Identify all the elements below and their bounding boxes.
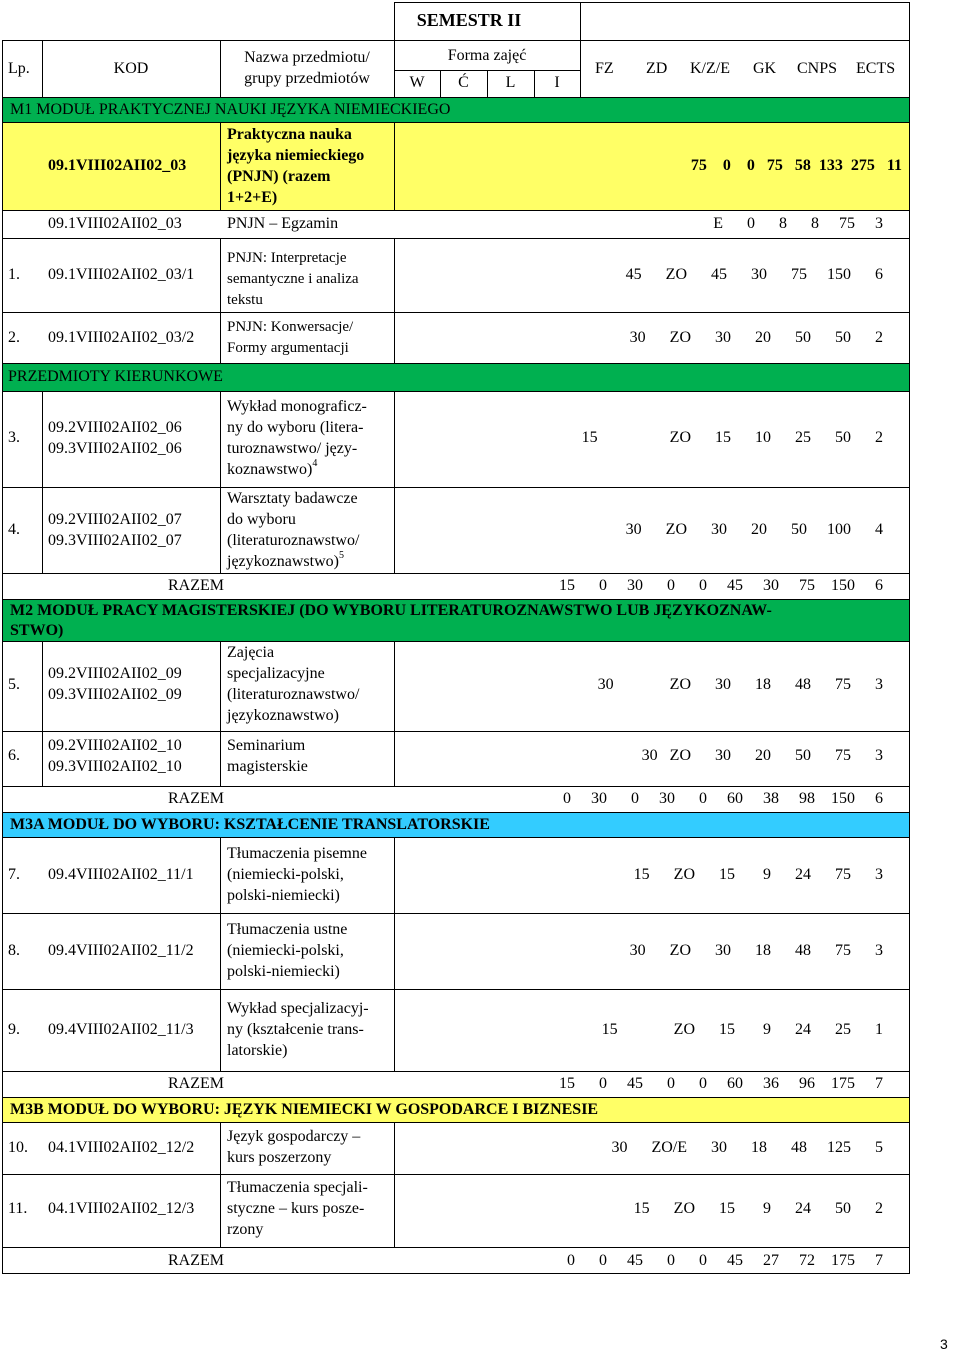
header-i: I — [554, 74, 560, 91]
m1-exam-code: 09.1VIII02AII02_03 — [48, 215, 182, 232]
m1-title: M1 MODUŁ PRAKTYCZNEJ NAUKI JĘZYKA NIEMIECKIEGO — [10, 101, 451, 118]
row-8-name-3: polski-niemiecki) — [227, 963, 340, 980]
row-2-code: 09.1VIII02AII02_03/2 — [48, 329, 195, 346]
row-9-lp: 9. — [8, 1021, 20, 1038]
row-10-lp: 10. — [8, 1139, 28, 1156]
header-kze: K/Z/E — [690, 60, 730, 77]
row-7-lp: 7. — [8, 866, 20, 883]
row-3-name-4-text: koznawstwo) — [227, 461, 313, 478]
header-kod: KOD — [113, 60, 149, 77]
header-lp: Lp. — [8, 60, 30, 77]
m1-exam-name: PNJN – Egzamin — [227, 215, 339, 232]
row-4-values: 30 ZO 30 20 50 100 4 — [625, 521, 883, 538]
header-w: W — [409, 74, 425, 91]
row-5-values: 30 ZO 30 18 48 75 3 — [597, 676, 883, 693]
row-11-name-2: styczne – kurs posze- — [227, 1200, 365, 1217]
m1-name-1: Praktyczna nauka — [227, 126, 352, 143]
m1-name-4: 1+2+E) — [227, 189, 278, 206]
row-7-name-2: (niemiecki-polski, — [227, 866, 344, 883]
row-4-name-4 — [227, 549, 344, 572]
m3a-razem-label: RAZEM — [168, 1075, 224, 1092]
row-4-name-3: (literaturoznawstwo/ — [227, 532, 360, 549]
row-7-code: 09.4VIII02AII02_11/1 — [48, 866, 194, 883]
header-forma: Forma zajęć — [447, 47, 527, 64]
row-3-name-1: Wykład monograficz- — [227, 398, 367, 415]
header-cnps: CNPS — [797, 60, 838, 77]
row-9-code: 09.4VIII02AII02_11/3 — [48, 1021, 194, 1038]
m1-name-2: języka niemieckiego — [227, 147, 365, 164]
row-4-name-4-text: językoznawstwo) — [227, 553, 339, 570]
row-3-lp: 3. — [8, 429, 20, 446]
m1-code: 09.1VIII02AII02_03 — [48, 157, 187, 174]
header-l: L — [505, 74, 516, 91]
m1-exam-values: E 0 8 8 75 3 — [713, 215, 883, 232]
row-7-name-3: polski-niemiecki) — [227, 887, 340, 904]
header-fz: FZ — [595, 60, 614, 77]
row-3-code-1: 09.2VIII02AII02_06 — [48, 419, 182, 436]
row-9-name-3: latorskie) — [227, 1042, 288, 1059]
row-10-code: 04.1VIII02AII02_12/2 — [48, 1139, 195, 1156]
header-zd: ZD — [646, 60, 668, 77]
kierunkowe-title: PRZEDMIOTY KIERUNKOWE — [8, 368, 223, 385]
row-3-footnote: 4 — [312, 457, 318, 469]
row-8-name-1: Tłumaczenia ustne — [227, 921, 348, 938]
row-1-code: 09.1VIII02AII02_03/1 — [48, 266, 195, 283]
row-11-code: 04.1VIII02AII02_12/3 — [48, 1200, 195, 1217]
row-11-lp: 11. — [8, 1200, 28, 1217]
row-3-name-2: ny do wyboru (litera- — [227, 419, 364, 436]
m3b-razem-label: RAZEM — [168, 1252, 224, 1269]
row-4-footnote: 5 — [338, 549, 344, 561]
row-6-values: 30 ZO 30 20 50 75 3 — [641, 747, 883, 764]
row-1-name-3: tekstu — [227, 292, 263, 308]
row-1-lp: 1. — [8, 266, 20, 283]
row-6-name-1: Seminarium — [227, 737, 306, 754]
row-5-lp: 5. — [8, 676, 20, 693]
row-9-name-2: ny (kształcenie trans- — [227, 1021, 364, 1038]
row-3-code-2: 09.3VIII02AII02_06 — [48, 440, 182, 457]
row-8-values: 30 ZO 30 18 48 75 3 — [629, 942, 883, 959]
row-11-name-3: rzony — [227, 1221, 264, 1238]
m1-razem-label: RAZEM — [168, 577, 224, 594]
row-6-lp: 6. — [8, 747, 20, 764]
header-c: Ć — [458, 74, 469, 91]
row-2-lp: 2. — [8, 329, 20, 346]
row-8-code: 09.4VIII02AII02_11/2 — [48, 942, 194, 959]
row-4-code-2: 09.3VIII02AII02_07 — [48, 532, 182, 549]
row-9-values: 15 ZO 15 9 24 25 1 — [601, 1021, 883, 1038]
row-4-lp: 4. — [8, 521, 20, 538]
row-5-name-1: Zajęcia — [227, 644, 275, 661]
m3b-title: M3B MODUŁ DO WYBORU: JĘZYK NIEMIECKI W GOSPODARCE I BIZNESIE — [10, 1101, 599, 1118]
row-10-values: 30 ZO/E 30 18 48 125 5 — [611, 1139, 883, 1156]
header-nazwa-2: grupy przedmiotów — [244, 70, 370, 87]
row-6-code-1: 09.2VIII02AII02_10 — [48, 737, 182, 754]
row-2-name-1: PNJN: Konwersacje/ — [227, 319, 354, 335]
row-11-values: 15 ZO 15 9 24 50 2 — [633, 1200, 883, 1217]
row-11-name-1: Tłumaczenia specjali- — [227, 1179, 368, 1196]
row-2-values: 30 ZO 30 20 50 50 2 — [629, 329, 883, 346]
row-4-name-2: do wyboru — [227, 511, 296, 528]
m1-name-3: (PNJN) (razem — [227, 168, 331, 185]
m2-razem-values: 0 30 0 30 0 60 38 98 150 6 — [563, 790, 883, 807]
row-8-name-2: (niemiecki-polski, — [227, 942, 344, 959]
row-7-name-1: Tłumaczenia pisemne — [227, 845, 367, 862]
row-1-name-2: semantyczne i analiza — [227, 271, 359, 287]
m3a-razem-values: 15 0 45 0 0 60 36 96 175 7 — [559, 1075, 883, 1092]
row-5-code-2: 09.3VIII02AII02_09 — [48, 686, 182, 703]
row-1-values: 45 ZO 45 30 75 150 6 — [625, 266, 883, 283]
m2-razem-label: RAZEM — [168, 790, 224, 807]
row-6-code-2: 09.3VIII02AII02_10 — [48, 758, 182, 775]
row-6-name-2: magisterskie — [227, 758, 308, 775]
row-3-values: 15 ZO 15 10 25 50 2 — [581, 429, 883, 446]
row-2-name-2: Formy argumentacji — [227, 340, 349, 356]
m2-title: M2 MODUŁ PRACY MAGISTERSKIEJ (DO WYBORU LITERATUROZNAWSTWO LUB JĘZYKOZNAW- — [10, 602, 772, 619]
row-4-name-1: Warsztaty badawcze — [227, 490, 358, 507]
header-gk: GK — [753, 60, 777, 77]
row-8-lp: 8. — [8, 942, 20, 959]
row-10-name-1: Język gospodarczy – — [227, 1128, 361, 1145]
m1-razem-values: 15 0 30 0 0 45 30 75 150 6 — [559, 577, 883, 594]
row-10-name-2: kurs poszerzony — [227, 1149, 332, 1166]
row-5-name-4: językoznawstwo) — [227, 707, 339, 724]
header-ects: ECTS — [856, 60, 896, 77]
page-number: 3 — [940, 1336, 948, 1352]
m3b-razem-values: 0 0 45 0 0 45 27 72 175 7 — [567, 1252, 883, 1269]
row-5-code-1: 09.2VIII02AII02_09 — [48, 665, 182, 682]
row-5-name-2: specjalizacyjne — [227, 665, 325, 682]
row-1-name-1: PNJN: Interpretacje — [227, 250, 347, 266]
header-nazwa-1: Nazwa przedmiotu/ — [244, 49, 370, 66]
semester-title: SEMESTR II — [416, 10, 522, 30]
row-7-values: 15 ZO 15 9 24 75 3 — [633, 866, 883, 883]
m3a-title: M3A MODUŁ DO WYBORU: KSZTAŁCENIE TRANSLATORSKIE — [10, 816, 490, 833]
m1-values: 75 0 0 75 58 133 275 11 — [690, 157, 902, 174]
row-4-code-1: 09.2VIII02AII02_07 — [48, 511, 182, 528]
row-3-name-4 — [227, 457, 318, 480]
row-3-name-3: turoznawstwo/ języ- — [227, 440, 358, 457]
row-9-name-1: Wykład specjalizacyj- — [227, 1000, 369, 1017]
row-5-name-3: (literaturoznawstwo/ — [227, 686, 360, 703]
m2-title-2: STWO) — [10, 622, 64, 639]
